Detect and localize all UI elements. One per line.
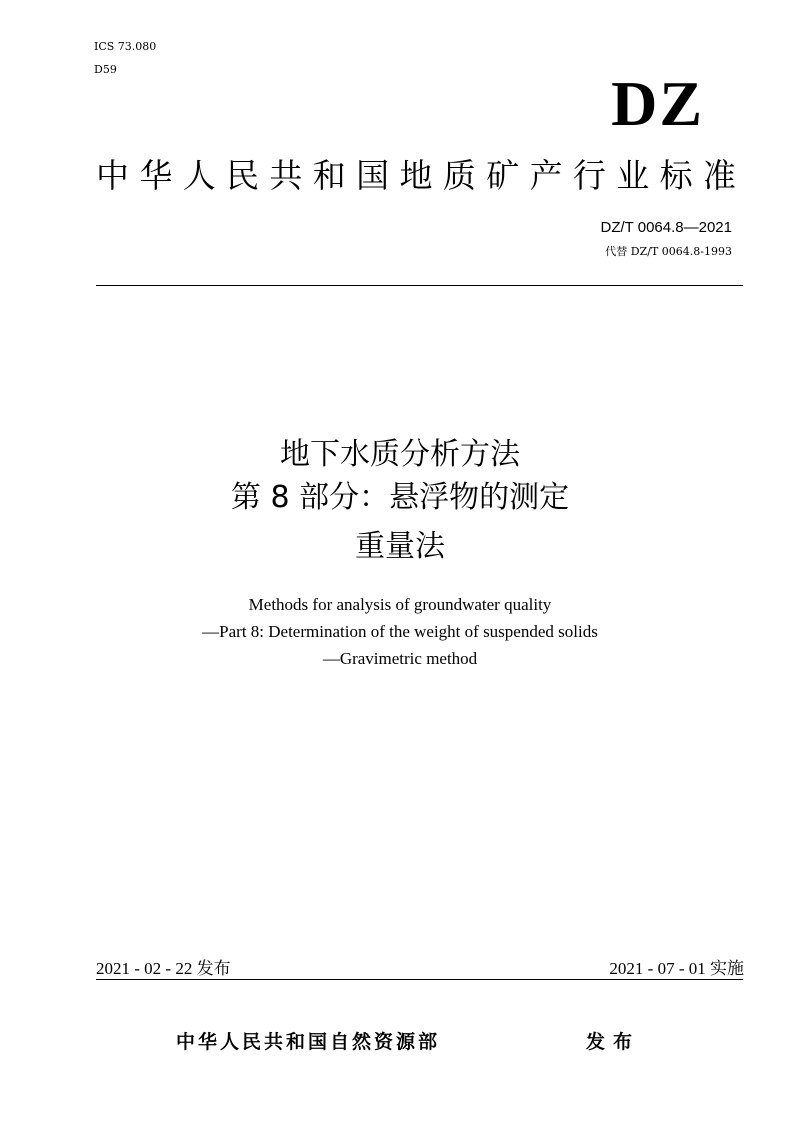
classification-code: D59 <box>94 63 117 76</box>
title-line-2: 第 8 部分：悬浮物的测定 <box>230 480 570 515</box>
header-divider <box>96 285 743 286</box>
standard-number: DZ/T 0064.8—2021 <box>600 219 732 236</box>
title-line-1: 地下水质分析方法 <box>280 437 520 472</box>
replaces-standard: 代替 DZ/T 0064.8-1993 <box>605 245 732 258</box>
english-title-line-3: —Gravimetric method <box>322 649 478 668</box>
footer-divider <box>96 979 743 980</box>
implementation-date: 2021 - 07 - 01 实施 <box>609 959 744 978</box>
issuing-authority: 中华人民共和国自然资源部 <box>176 1031 441 1053</box>
english-title-line-2: —Part 8: Determination of the weight of suspended solids <box>202 622 598 641</box>
standard-type-heading: 中华人民共和国地质矿产行业标准 <box>96 156 736 195</box>
english-title-line-1: Methods for analysis of groundwater quality <box>248 595 552 614</box>
dz-logo: DZ <box>611 68 704 139</box>
publish-label: 发布 <box>586 1031 641 1053</box>
ics-code: ICS 73.080 <box>94 40 157 53</box>
issue-date: 2021 - 02 - 22 发布 <box>96 959 231 978</box>
title-line-3: 重量法 <box>355 529 445 564</box>
